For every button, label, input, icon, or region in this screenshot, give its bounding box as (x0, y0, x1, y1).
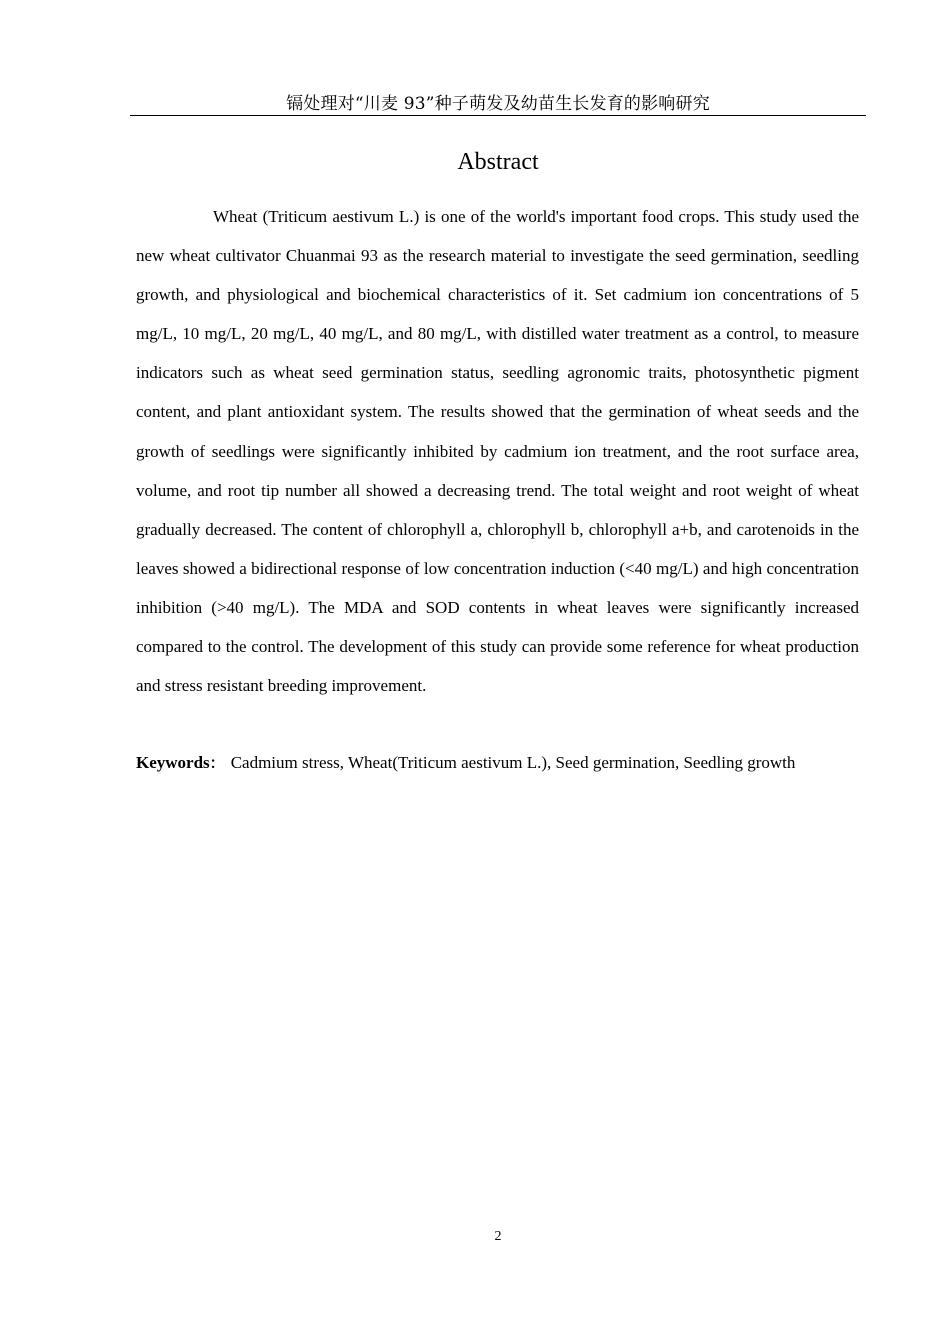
keywords-separator: ： (209, 754, 225, 772)
abstract-body: Wheat (Triticum aestivum L.) is one of the world's important food crops. This study used the new wheat cultivator Chuanmai 93 as the research material to investigate the seed germination, seedling growth, and physiological and biochemical characteristics of it. Set cadmium ion concentrations of 5 mg/L, 10 mg/L, 20 mg/L, 40 mg/L, and 80 mg/L, with distilled water treatment as a control, to measure indicators such as wheat seed germination status, seedling agronomic traits, photosynthetic pigment content, and plant antioxidant system. The results showed that the germination of wheat seeds and the growth of seedlings were significantly inhibited by cadmium ion treatment, and the root surface area, volume, and root tip number all showed a decreasing trend. The total weight and root weight of wheat gradually decreased. The content of chlorophyll a, chlorophyll b, chlorophyll a+b, and carotenoids in the leaves showed a bidirectional response of low concentration induction (<40 mg/L) and high concentration inhibition (>40 mg/L). The MDA and SOD contents in wheat leaves were significantly increased compared to the control. The development of this study can provide some reference for wheat production and stress resistant breeding improvement. (136, 207, 859, 696)
page-number: 2 (494, 1229, 502, 1244)
header-rule (130, 115, 866, 116)
keywords-text: Cadmium stress, Wheat(Triticum aestivum L.), Seed germination, Seedling growth (230, 753, 796, 772)
running-header: 镉处理对“川麦 93”种子萌发及幼苗生长发育的影响研究 (286, 94, 710, 114)
abstract-title: Abstract (457, 149, 539, 175)
keywords-label: Keywords (136, 753, 210, 772)
keywords-paragraph (136, 743, 859, 783)
